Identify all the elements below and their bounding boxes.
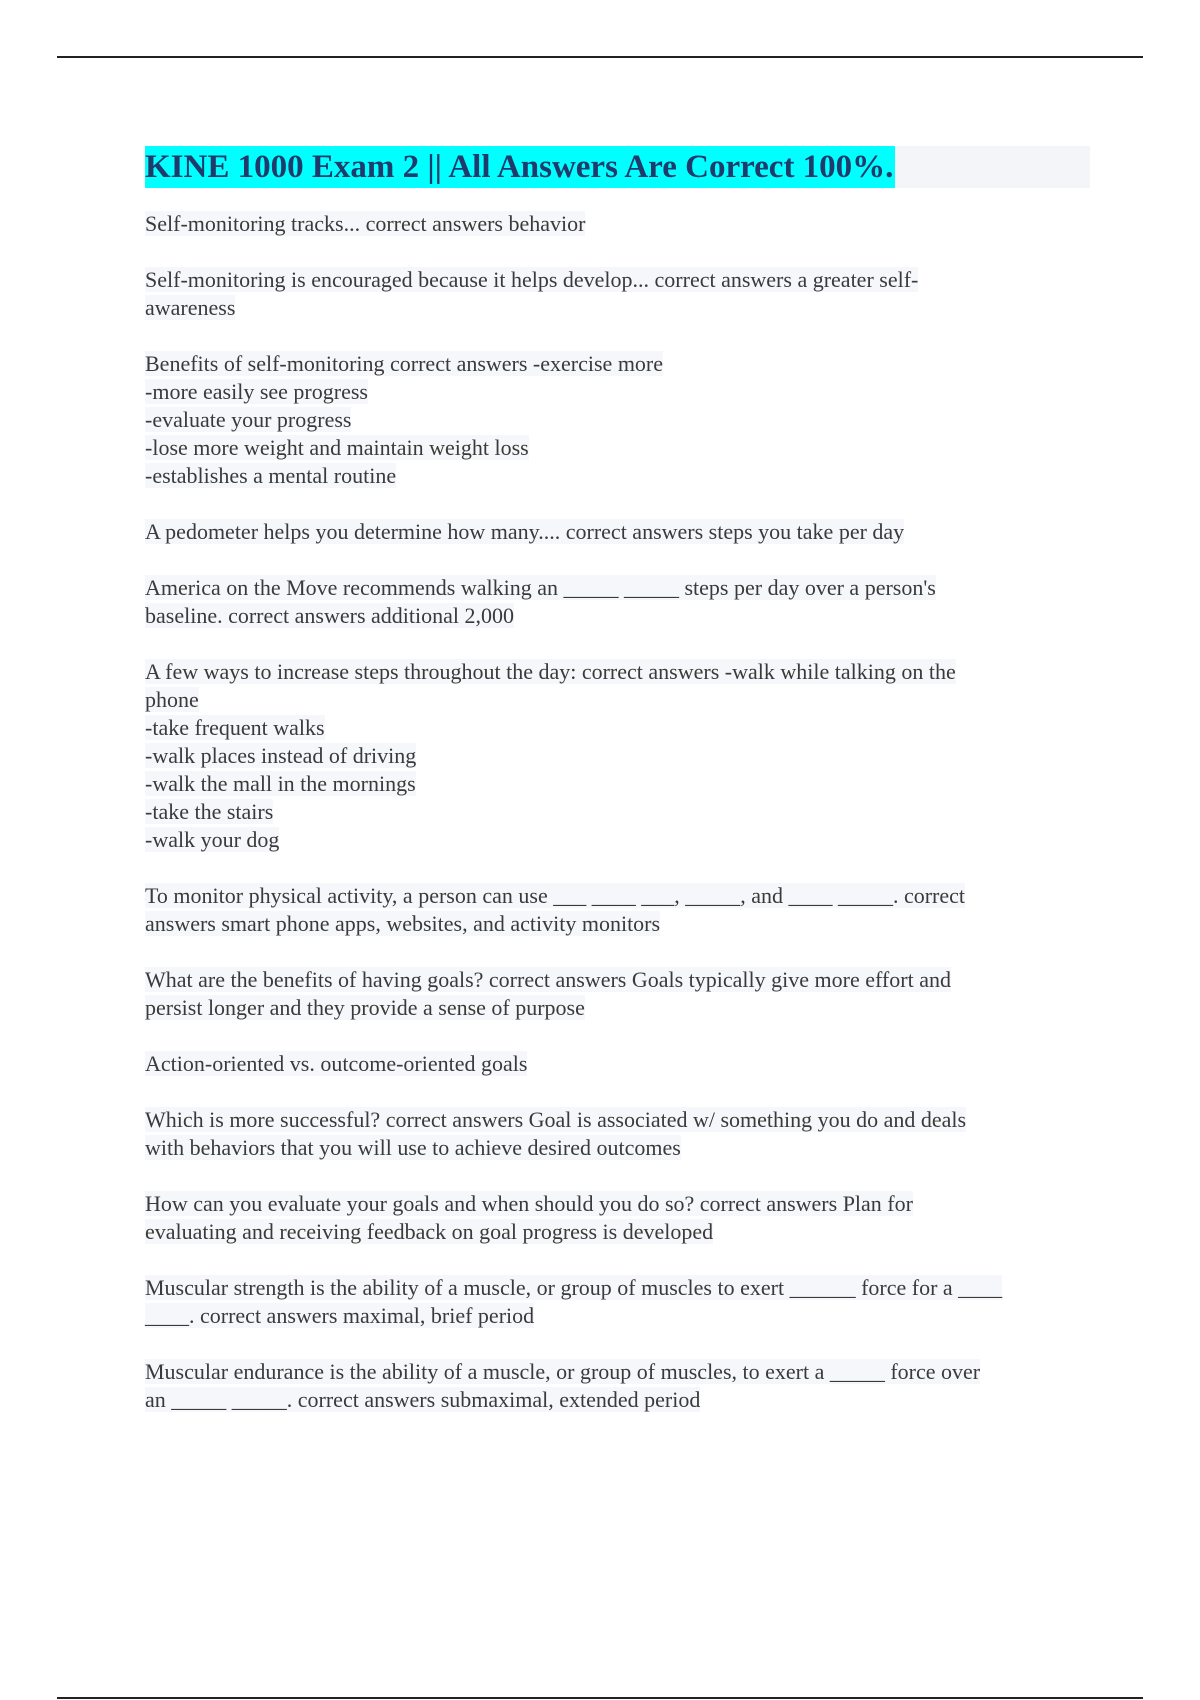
qa-item	[145, 350, 1090, 490]
qa-line-text: baseline. correct answers additional 2,000	[145, 603, 514, 628]
qa-line	[145, 574, 1090, 602]
qa-line-text: Action-oriented vs. outcome-oriented goals	[145, 1051, 528, 1076]
qa-line	[145, 378, 1090, 406]
qa-item	[145, 882, 1090, 938]
qa-line-text: -lose more weight and maintain weight loss	[145, 435, 529, 460]
qa-line-text: -take frequent walks	[145, 715, 325, 740]
qa-line-text: Which is more successful? correct answers Goal is associated w/ something you do and deals	[145, 1107, 967, 1132]
qa-line-text: A few ways to increase steps throughout the day: correct answers -walk while talking on the	[145, 659, 956, 684]
qa-item	[145, 210, 1090, 238]
qa-line	[145, 462, 1090, 490]
qa-line-text: -more easily see progress	[145, 379, 368, 404]
qa-line-text: -walk places instead of driving	[145, 743, 417, 768]
qa-line	[145, 1050, 1090, 1078]
qa-line-text: What are the benefits of having goals? correct answers Goals typically give more effort and	[145, 967, 951, 992]
qa-line	[145, 1134, 1090, 1162]
qa-line-text: Benefits of self-monitoring correct answers -exercise more	[145, 351, 664, 376]
top-rule	[57, 56, 1143, 58]
qa-line-text: A pedometer helps you determine how many.... correct answers steps you take per day	[145, 519, 905, 544]
qa-line	[145, 602, 1090, 630]
document-body	[145, 146, 1090, 1442]
qa-line	[145, 826, 1090, 854]
qa-item	[145, 966, 1090, 1022]
qa-line-text: answers smart phone apps, websites, and activity monitors	[145, 911, 661, 936]
qa-line	[145, 1274, 1090, 1302]
qa-line	[145, 406, 1090, 434]
qa-item	[145, 1358, 1090, 1414]
qa-line-text: To monitor physical activity, a person can use ___ ____ ___, _____, and ____ _____. correct	[145, 883, 966, 908]
qa-line-text: awareness	[145, 295, 236, 320]
qa-line	[145, 882, 1090, 910]
qa-line-text: -evaluate your progress	[145, 407, 352, 432]
title-band	[145, 146, 1090, 188]
qa-item	[145, 1274, 1090, 1330]
qa-line	[145, 1190, 1090, 1218]
qa-line-text: Self-monitoring is encouraged because it helps develop... correct answers a greater self-	[145, 267, 919, 292]
qa-line	[145, 994, 1090, 1022]
qa-item	[145, 518, 1090, 546]
qa-line-text: How can you evaluate your goals and when should you do so? correct answers Plan for	[145, 1191, 913, 1216]
qa-line	[145, 1386, 1090, 1414]
qa-item	[145, 1190, 1090, 1246]
qa-line-text: -establishes a mental routine	[145, 463, 397, 488]
qa-line-text: -walk the mall in the mornings	[145, 771, 416, 796]
qa-line-text: an _____ _____. correct answers submaximal, extended period	[145, 1387, 701, 1412]
qa-line	[145, 210, 1090, 238]
qa-line	[145, 742, 1090, 770]
qa-line-text: phone	[145, 687, 199, 712]
qa-item	[145, 1106, 1090, 1162]
qa-list	[145, 210, 1090, 1414]
document-title: KINE 1000 Exam 2 || All Answers Are Correct 100%.	[145, 146, 895, 188]
qa-line	[145, 966, 1090, 994]
qa-item	[145, 574, 1090, 630]
qa-line	[145, 686, 1090, 714]
qa-line-text: -take the stairs	[145, 799, 274, 824]
qa-line-text: evaluating and receiving feedback on goal progress is developed	[145, 1219, 714, 1244]
qa-line	[145, 434, 1090, 462]
qa-line-text: Muscular endurance is the ability of a muscle, or group of muscles, to exert a _____ force over	[145, 1359, 981, 1384]
qa-line	[145, 770, 1090, 798]
bottom-rule	[57, 1697, 1143, 1699]
qa-line	[145, 1218, 1090, 1246]
qa-line-text: Self-monitoring tracks... correct answers behavior	[145, 211, 586, 236]
qa-line	[145, 910, 1090, 938]
qa-line-text: America on the Move recommends walking an _____ _____ steps per day over a person's	[145, 575, 936, 600]
qa-line	[145, 518, 1090, 546]
qa-line	[145, 798, 1090, 826]
qa-item	[145, 266, 1090, 322]
qa-line-text: -walk your dog	[145, 827, 280, 852]
qa-line	[145, 1358, 1090, 1386]
qa-item	[145, 658, 1090, 854]
qa-line-text: ____. correct answers maximal, brief period	[145, 1303, 535, 1328]
qa-line-text: persist longer and they provide a sense of purpose	[145, 995, 585, 1020]
qa-line	[145, 1302, 1090, 1330]
qa-line	[145, 1106, 1090, 1134]
qa-line	[145, 294, 1090, 322]
qa-line	[145, 658, 1090, 686]
qa-line	[145, 350, 1090, 378]
qa-line-text: with behaviors that you will use to achieve desired outcomes	[145, 1135, 681, 1160]
qa-line-text: Muscular strength is the ability of a muscle, or group of muscles to exert ______ force for a ____	[145, 1275, 1003, 1300]
qa-line	[145, 266, 1090, 294]
qa-item	[145, 1050, 1090, 1078]
qa-line	[145, 714, 1090, 742]
